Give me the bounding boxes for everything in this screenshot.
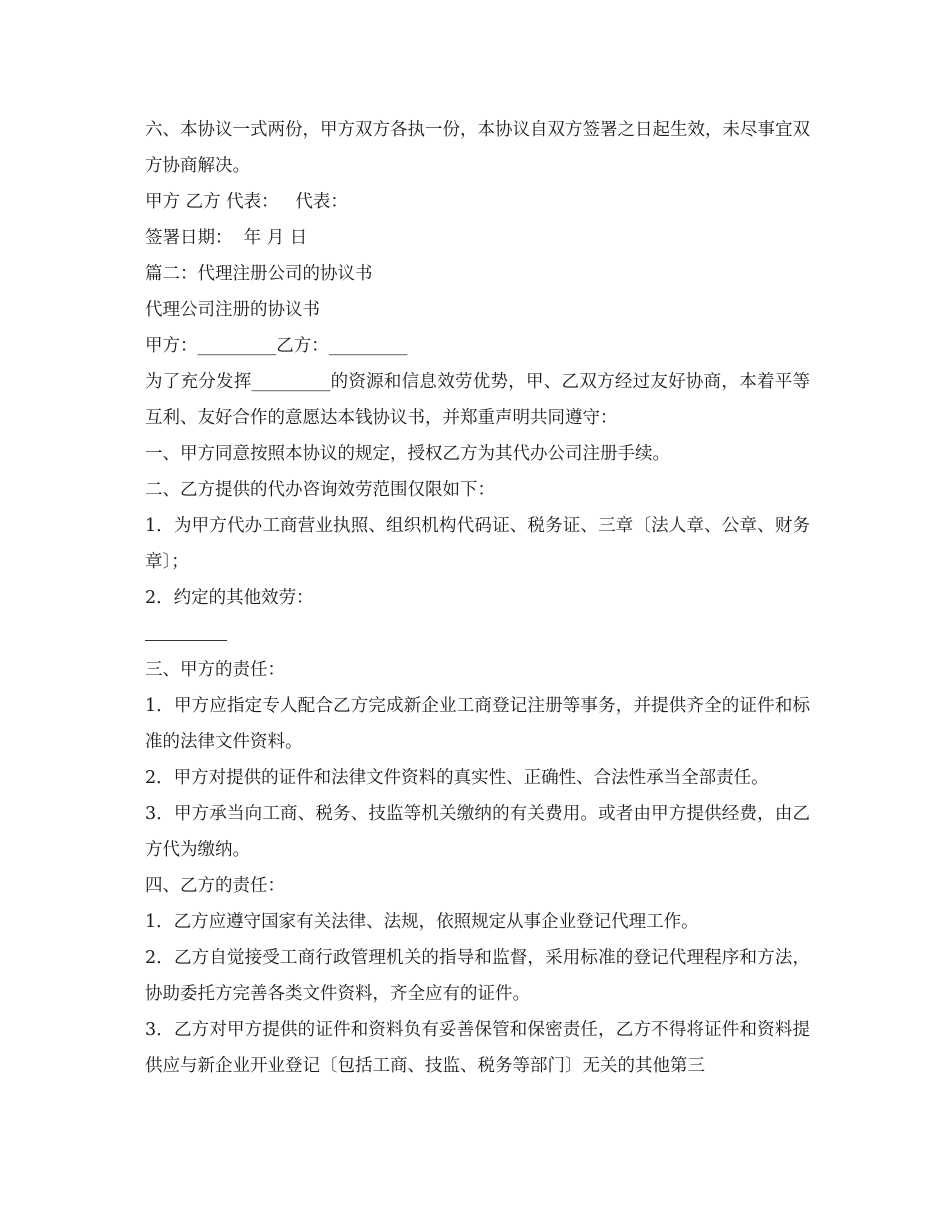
document-body — [145, 112, 810, 1084]
clause-four-heading: 四、乙方的责任： — [145, 876, 285, 896]
clause-four-item-3: 3．乙方对甲方提供的证件和资料负有妥善保管和保密责任，乙方不得将证件和资料提供应与新企业开业登记〔包括工商、技监、税务等部门〕无关的其他第三 — [145, 1020, 810, 1076]
clause-two-item-1: 1．为甲方代办工商营业执照、组织机构代码证、税务证、三章〔法人章、公章、财务章〕； — [145, 516, 810, 572]
blank-fill-line — [145, 616, 810, 652]
signing-date: 签署日期： 年 月 日 — [145, 228, 308, 248]
clause-three-item-2: 2．甲方对提供的证件和法律文件资料的真实性、正确性、合法性承当全部责任。 — [145, 768, 769, 788]
agreement-title: 代理公司注册的协议书 — [145, 300, 320, 320]
clause-three-item-1: 1．甲方应指定专人配合乙方完成新企业工商登记注册等事务，并提供齐全的证件和标准的法律文件资料。 — [145, 696, 810, 752]
clause-four-item-2: 2．乙方自觉接受工商行政管理机关的指导和监督，采用标准的登记代理程序和方法，协助委托方完善各类文件资料，齐全应有的证件。 — [145, 948, 810, 1004]
signature-representatives: 甲方 乙方 代表： 代表： — [145, 192, 348, 212]
clause-three-item-3: 3．甲方承当向工商、税务、技监等机关缴纳的有关费用。或者由甲方提供经费，由乙方代为缴纳。 — [145, 804, 810, 860]
clause-two-item-2: 2．约定的其他效劳： — [145, 588, 314, 608]
clause-six: 六、本协议一式两份，甲方双方各执一份，本协议自双方签署之日起生效，未尽事宜双方协商解决。 — [145, 120, 810, 176]
clause-one: 一、甲方同意按照本协议的规定，授权乙方为其代办公司注册手续。 — [145, 444, 670, 464]
clause-three-heading: 三、甲方的责任： — [145, 660, 285, 680]
parties-line: 甲方：_________乙方：_________ — [145, 336, 408, 356]
clause-four-item-1: 1．乙方应遵守国家有关法律、法规，依照规定从事企业登记代理工作。 — [145, 912, 699, 932]
clause-two-heading: 二、乙方提供的代办咨询效劳范围仅限如下： — [145, 480, 495, 500]
section-two-heading: 篇二：代理注册公司的协议书 — [145, 264, 373, 284]
preamble: 为了充分发挥_________的资源和信息效劳优势，甲、乙双方经过友好协商，本着平等互利、友好合作的意愿达本钱协议书，并郑重声明共同遵守： — [145, 372, 810, 428]
blank-underline — [145, 616, 227, 641]
